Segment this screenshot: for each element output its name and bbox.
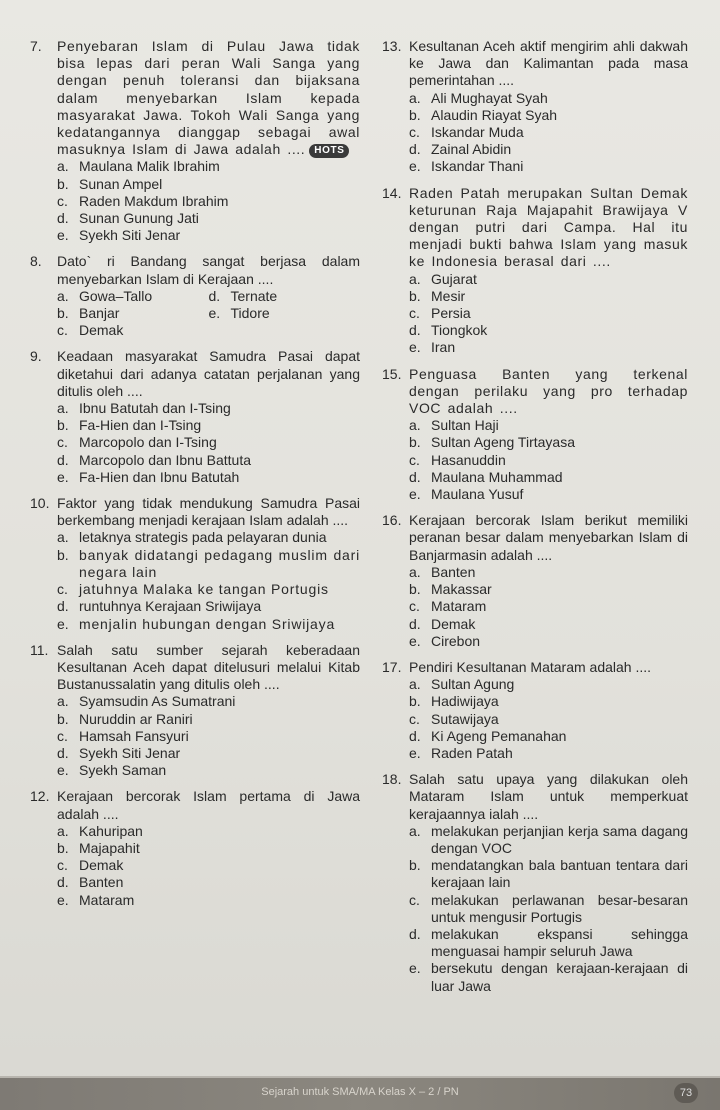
question-17	[382, 659, 688, 762]
option-c[interactable]: c. jatuhnya Malaka ke tangan Portugis	[57, 581, 329, 598]
question-stem: Salah satu upaya yang dilakukan oleh Mataram Islam untuk memperkuat kerajaannya ialah ....	[409, 771, 688, 822]
option-c[interactable]: c. Demak	[57, 857, 124, 874]
option-c[interactable]: c. Persia	[409, 305, 471, 322]
right-column	[382, 38, 688, 1004]
option-e[interactable]: e. Iran	[409, 339, 456, 356]
option-list	[57, 693, 360, 779]
option-b[interactable]: b. Fa-Hien dan I-Tsing	[57, 417, 202, 434]
option-b[interactable]: b. Majapahit	[57, 839, 140, 856]
option-b[interactable]: b. Alaudin Riayat Syah	[409, 106, 558, 123]
option-a[interactable]: a. Sultan Haji	[409, 417, 499, 434]
option-d[interactable]: d. Marcopolo dan Ibnu Battuta	[57, 451, 252, 468]
question-stem: Penguasa Banten yang terkenal dengan perilaku yang pro terhadap VOC adalah ....	[409, 365, 688, 417]
option-d[interactable]: d. Ki Ageng Pemanahan	[409, 727, 567, 744]
option-d[interactable]: d. melakukan ekspansi sehingga menguasai hampir seluruh Jawa	[409, 925, 688, 960]
question-stem: Salah satu sumber sejarah keberadaan Kesultanan Aceh dapat ditelusuri melalui Kitab Bustanussalatin yang ditulis oleh ....	[57, 641, 360, 693]
option-e[interactable]: e. Syekh Saman	[57, 762, 167, 779]
option-a[interactable]: a. Ibnu Batutah dan I-Tsing	[57, 400, 231, 417]
option-a[interactable]: a. Maulana Malik Ibrahim	[57, 158, 220, 175]
option-b[interactable]: b. Mesir	[409, 287, 466, 304]
option-d[interactable]: d. Banten	[57, 874, 124, 891]
question-9	[30, 348, 360, 486]
question-stem: Dato` ri Bandang sangat berjasa dalam menyebarkan Islam di Kerajaan ....	[57, 253, 360, 287]
question-15	[382, 366, 688, 504]
footer-text: Sejarah untuk SMA/MA Kelas X – 2 / PN	[261, 1086, 459, 1098]
question-10	[30, 495, 360, 633]
left-column	[30, 38, 360, 918]
option-c[interactable]: c. Marcopolo dan I-Tsing	[57, 434, 217, 451]
option-list	[57, 823, 360, 909]
question-number: 13.	[382, 38, 402, 54]
option-e[interactable]: e. bersekutu dengan kerajaan-kerajaan di luar Jawa	[409, 960, 688, 994]
option-a[interactable]: a. Kahuripan	[57, 822, 143, 839]
question-7	[30, 38, 360, 244]
option-b[interactable]: b. Banjar	[57, 305, 120, 322]
option-e[interactable]: e. Raden Patah	[409, 744, 513, 761]
question-13	[382, 38, 688, 176]
option-c[interactable]: c. Iskandar Muda	[409, 124, 524, 141]
option-c[interactable]: c. Sutawijaya	[409, 710, 499, 727]
page-footer	[0, 1078, 720, 1110]
option-c[interactable]: c. Raden Makdum Ibrahim	[57, 192, 229, 209]
option-c[interactable]: c. Hamsah Fansyuri	[57, 727, 189, 744]
option-a[interactable]: a. melakukan perjanjian kerja sama dagang dengan VOC	[409, 822, 688, 856]
question-number: 17.	[382, 658, 402, 675]
question-stem: Penyebaran Islam di Pulau Jawa tidak bisa lepas dari peran Wali Sanga yang dengan penuh toleransi dan bijaksana dalam menyebarkan Islam kepada masyarakat Jawa. Tokoh Wali Sanga yang kedatangannya dianggap sebagai awal masuknya Islam di Jawa adalah .... HOTS	[57, 38, 360, 158]
option-c[interactable]: c. Mataram	[409, 598, 487, 615]
option-a[interactable]: a. Gujarat	[409, 270, 477, 287]
page-number: 73	[674, 1083, 698, 1103]
option-e[interactable]: e. menjalin hubungan dengan Sriwijaya	[57, 615, 336, 632]
question-number: 15.	[382, 365, 402, 382]
question-stem: Kerajaan bercorak Islam pertama di Jawa adalah ....	[57, 788, 360, 822]
option-e[interactable]: e. Iskandar Thani	[409, 158, 524, 175]
option-b[interactable]: b. Hadiwijaya	[409, 693, 499, 710]
option-b[interactable]: b. Nuruddin ar Raniri	[57, 710, 193, 727]
question-number: 7.	[30, 38, 42, 54]
option-e[interactable]: e. Mataram	[57, 891, 135, 908]
option-list	[409, 417, 688, 503]
option-e[interactable]: e. Tidore	[208, 305, 270, 322]
option-a[interactable]: a. Syamsudin As Sumatrani	[57, 693, 236, 710]
question-number: 16.	[382, 512, 402, 529]
question-stem: Raden Patah merupakan Sultan Demak keturunan Raja Majapahit Brawijaya V dengan putri dari Campa. Hal itu menjadi bukti bahwa Islam yang masuk ke Indonesia berasal dari ....	[409, 184, 688, 270]
option-b[interactable]: b. mendatangkan bala bantuan tentara dari kerajaan lain	[409, 857, 688, 891]
option-c[interactable]: c. Hasanuddin	[409, 451, 506, 468]
question-number: 10.	[30, 495, 50, 512]
question-stem: Keadaan masyarakat Samudra Pasai dapat diketahui dari adanya catatan perjalanan yang ditulis oleh ....	[57, 348, 360, 399]
option-list	[57, 158, 360, 244]
option-e[interactable]: e. Syekh Siti Jenar	[57, 227, 181, 244]
option-d[interactable]: d. Syekh Siti Jenar	[57, 744, 181, 761]
question-stem: Pendiri Kesultanan Mataram adalah ....	[409, 658, 652, 675]
option-list	[409, 90, 688, 176]
question-number: 11.	[30, 641, 49, 658]
option-c[interactable]: c. melakukan perlawanan besar-besaran untuk mengusir Portugis	[409, 891, 688, 925]
option-b[interactable]: b. Sunan Ampel	[57, 175, 163, 192]
option-list	[409, 564, 688, 650]
option-b[interactable]: b. banyak didatangi pedagang muslim dari negara lain	[57, 546, 360, 580]
option-a[interactable]: a. Ali Mughayat Syah	[409, 89, 548, 106]
option-e[interactable]: e. Maulana Yusuf	[409, 486, 524, 503]
question-number: 18.	[382, 771, 402, 788]
option-list	[57, 400, 360, 486]
question-number: 12.	[30, 788, 50, 805]
option-d[interactable]: d. Ternate	[208, 287, 278, 304]
option-b[interactable]: b. Makassar	[409, 581, 492, 598]
option-d[interactable]: d. runtuhnya Kerajaan Sriwijaya	[57, 598, 262, 615]
option-list	[57, 529, 360, 632]
question-stem: Faktor yang tidak mendukung Samudra Pasai berkembang menjadi kerajaan Islam adalah ....	[57, 495, 360, 529]
question-14	[382, 185, 688, 357]
option-a[interactable]: a. Sultan Agung	[409, 676, 515, 693]
option-a[interactable]: a. letaknya strategis pada pelayaran dunia	[57, 529, 327, 546]
option-c[interactable]: c. Demak	[57, 322, 124, 339]
option-d[interactable]: d. Demak	[409, 615, 476, 632]
hots-badge: HOTS	[309, 144, 349, 158]
question-number: 9.	[30, 348, 42, 365]
option-e[interactable]: e. Cirebon	[409, 632, 481, 649]
option-d[interactable]: d. Sunan Gunung Jati	[57, 210, 199, 227]
option-list	[409, 271, 688, 357]
option-b[interactable]: b. Sultan Ageng Tirtayasa	[409, 434, 575, 451]
option-d[interactable]: d. Zainal Abidin	[409, 141, 512, 158]
option-a[interactable]: a. Banten	[409, 563, 476, 580]
question-number: 8.	[30, 253, 42, 270]
option-e[interactable]: e. Fa-Hien dan Ibnu Batutah	[57, 468, 240, 485]
question-stem: Kesultanan Aceh aktif mengirim ahli dakwah ke Jawa dan Kalimantan pada masa pemerintahan ....	[409, 38, 688, 89]
question-8	[30, 253, 360, 339]
question-number: 14.	[382, 184, 402, 201]
question-12	[30, 788, 360, 908]
question-11	[30, 642, 360, 780]
option-d[interactable]: d. Maulana Muhammad	[409, 468, 563, 485]
option-list	[57, 288, 360, 340]
question-18	[382, 771, 688, 995]
option-list	[409, 676, 688, 762]
question-16	[382, 512, 688, 650]
question-stem: Kerajaan bercorak Islam berikut memiliki peranan besar dalam menyebarkan Islam di Banjarmasin adalah ....	[409, 512, 688, 563]
option-list	[409, 823, 688, 995]
option-a[interactable]: a. Gowa–Tallo	[57, 287, 153, 304]
option-d[interactable]: d. Tiongkok	[409, 322, 488, 339]
